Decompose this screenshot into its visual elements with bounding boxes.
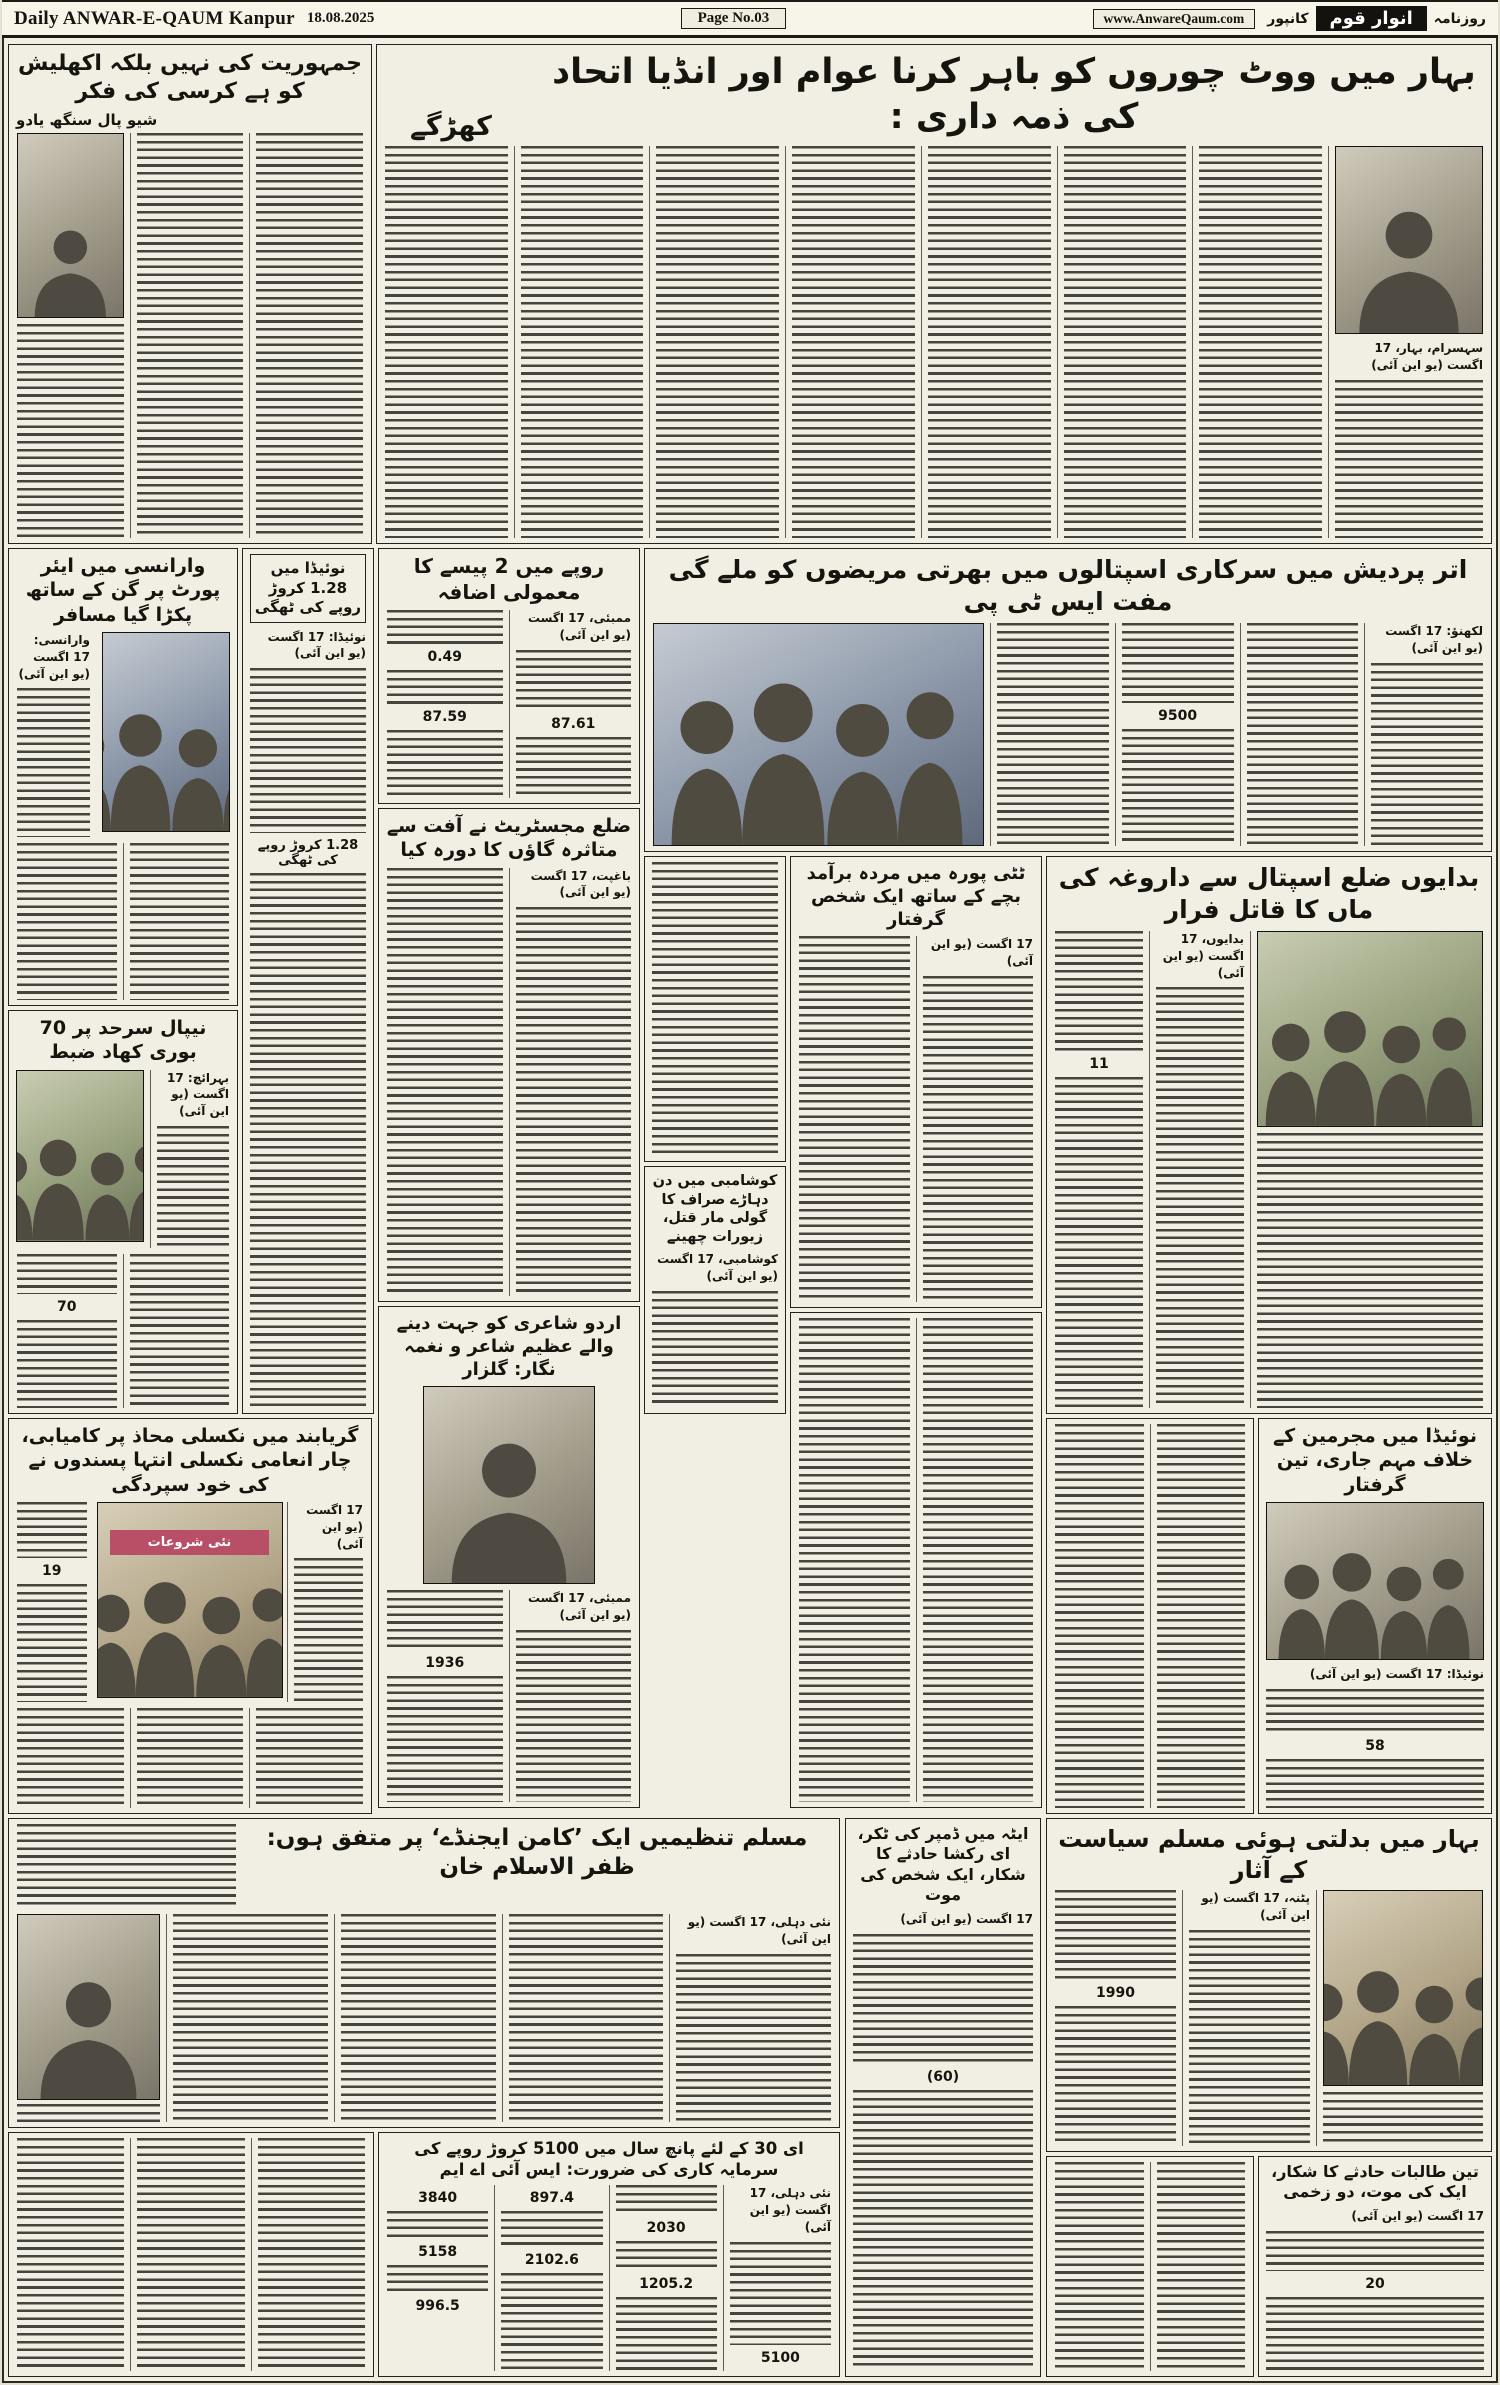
body-text-greeked bbox=[1055, 1890, 1176, 1980]
text-column bbox=[16, 1254, 230, 1408]
text-column bbox=[509, 610, 633, 798]
article-continuation-4 bbox=[8, 2132, 374, 2377]
body-text-greeked bbox=[1064, 146, 1187, 538]
figure-number-siam-4: 897.4 bbox=[529, 2190, 575, 2207]
body-text-greeked bbox=[853, 1934, 1033, 2064]
text-column bbox=[16, 1824, 242, 1910]
headline-noida-fraud: نوئیڈا میں 1.28 کروڑ روپے کی ٹھگی bbox=[250, 554, 366, 623]
paper-name: Daily ANWAR-E-QAUM Kanpur bbox=[14, 7, 295, 29]
body-text-greeked bbox=[656, 146, 779, 538]
figure-number-fraud-amount: 1.28 کروڑ روپے کی ٹھگی bbox=[257, 838, 359, 869]
body-text-greeked bbox=[853, 2090, 1033, 2371]
figure-number-bihar-muslim-year: 1990 bbox=[1096, 1985, 1135, 2002]
text-column bbox=[1328, 146, 1484, 538]
text-column bbox=[652, 623, 990, 846]
figure-number-dumper-age: (60) bbox=[926, 2068, 960, 2085]
body-text-greeked bbox=[387, 1590, 503, 1650]
body-text-greeked bbox=[341, 1914, 496, 2122]
body-text-greeked bbox=[1257, 1133, 1483, 1408]
figure-number-rupee-1: 87.61 bbox=[551, 715, 596, 732]
body-text-greeked bbox=[1335, 380, 1483, 538]
text-column bbox=[494, 2185, 608, 2371]
dateline-muslim-orgs: نئی دہلی، 17 اگست (یو این آئی) bbox=[687, 1915, 831, 1946]
headline-wrap bbox=[384, 50, 1484, 142]
body-text-greeked bbox=[1055, 1077, 1143, 1408]
photo-crime-scene bbox=[1266, 1502, 1484, 1660]
text-column bbox=[1054, 931, 1484, 1408]
body-text-greeked bbox=[137, 2138, 244, 2371]
text-column bbox=[123, 843, 231, 1000]
text-column bbox=[386, 868, 509, 1296]
text-column bbox=[1240, 623, 1365, 846]
text-column bbox=[386, 2185, 832, 2371]
body-text-greeked bbox=[516, 737, 632, 798]
headline-siam: ای 30 کے لئے پانچ سال میں 5100 کروڑ روپے کی سرمایہ کاری کی ضرورت: ایس آئی اے ایم bbox=[414, 2139, 804, 2180]
article-dm-flood-visit bbox=[378, 808, 640, 1302]
body-text-greeked bbox=[256, 1708, 363, 1808]
headline-kicker: کھڑگے bbox=[410, 111, 492, 142]
photo-gulzar-portrait bbox=[423, 1386, 595, 1584]
body-text-greeked bbox=[387, 670, 503, 704]
body-text-greeked bbox=[1157, 2162, 1246, 2371]
text-column bbox=[16, 843, 123, 1000]
text-column bbox=[514, 146, 650, 538]
photo-police-arrest bbox=[1257, 931, 1483, 1127]
figure-number-noida-criminals: 58 bbox=[1365, 1737, 1385, 1754]
headline-ttipora: ٹٹی پورہ میں مردہ برآمد بچے کے ساتھ ایک شخص گرفتار bbox=[806, 863, 1026, 931]
article-continuation-3 bbox=[1046, 1418, 1254, 1814]
photo-fertilizer-seizure bbox=[16, 1070, 144, 1242]
body-text-greeked bbox=[387, 868, 503, 1296]
article-varanasi-airport bbox=[8, 548, 238, 1006]
body-text-greeked bbox=[250, 873, 366, 1408]
article-continuation-2 bbox=[790, 1312, 1042, 1808]
text-column bbox=[384, 146, 1484, 538]
photo-hospital-ward bbox=[653, 623, 984, 846]
body-text-greeked bbox=[509, 1914, 664, 2122]
dateline-rupee: ممبئی، 17 اگست (یو این آئی) bbox=[527, 611, 631, 642]
article-up-hospitals-free bbox=[644, 548, 1492, 852]
dateline-ttipora: 17 اگست (یو این آئی) bbox=[930, 937, 1033, 968]
page-number: Page No.03 bbox=[681, 8, 787, 29]
text-column bbox=[150, 1070, 230, 1248]
text-column bbox=[785, 146, 921, 538]
headline-girls-accident: تین طالبات حادثے کا شکار، ایک کی موت، دو زخمی bbox=[1271, 2162, 1479, 2202]
text-column bbox=[386, 610, 632, 798]
body-text-greeked bbox=[1199, 146, 1322, 538]
text-column bbox=[16, 1254, 123, 1408]
text-column bbox=[1149, 931, 1250, 1408]
text-column bbox=[287, 1502, 365, 1702]
body-text-greeked bbox=[250, 668, 366, 833]
body-text-greeked bbox=[1055, 931, 1143, 1051]
body-text-greeked bbox=[1247, 623, 1359, 846]
text-column bbox=[384, 146, 514, 538]
dateline-badaun: بدایوں، 17 اگست (یو این آئی) bbox=[1162, 932, 1244, 980]
text-column bbox=[1250, 931, 1484, 1408]
body-text-greeked bbox=[652, 1291, 778, 1408]
text-column bbox=[798, 1318, 1034, 1802]
urdu-masthead bbox=[1267, 6, 1486, 31]
figure-number-badaun: 11 bbox=[1089, 1056, 1109, 1072]
text-column bbox=[166, 1914, 334, 2122]
text-column bbox=[1054, 1890, 1484, 2146]
article-siam-investment bbox=[378, 2132, 840, 2377]
body-text-greeked bbox=[799, 1318, 910, 1802]
body-text-greeked bbox=[652, 862, 778, 1156]
article-continuation-1 bbox=[644, 856, 786, 1162]
dateline-noida-fraud: نوئیڈا: 17 اگست (یو این آئی) bbox=[267, 629, 366, 661]
photo-shivpal-portrait bbox=[17, 133, 124, 318]
article-ttipora-arrest bbox=[790, 856, 1042, 1308]
figure-number-siam-6: 3840 bbox=[418, 2190, 458, 2207]
text-column bbox=[130, 1708, 250, 1808]
article-naxal-surrender bbox=[8, 1418, 372, 1814]
body-text-greeked bbox=[17, 2138, 124, 2371]
body-text-greeked bbox=[258, 2138, 365, 2371]
figure-number-rupee-3: 87.59 bbox=[422, 709, 467, 726]
text-column bbox=[1150, 2162, 1247, 2371]
text-column bbox=[1054, 1890, 1182, 2146]
body-text-greeked bbox=[387, 1676, 503, 1802]
photo-airport-security bbox=[102, 632, 230, 832]
body-text-greeked bbox=[792, 146, 915, 538]
dateline-varanasi: وارانسی: 17 اگست (یو این آئی) bbox=[18, 632, 90, 681]
body-text-greeked bbox=[130, 843, 230, 1000]
body-text-greeked bbox=[928, 146, 1051, 538]
dateline-naxal: 17 اگست (یو این آئی) bbox=[306, 1502, 363, 1551]
body-text-greeked bbox=[387, 610, 503, 644]
body-text-greeked bbox=[17, 324, 124, 538]
headline-bihar-vote: بہار میں ووٹ چوروں کو باہر کرنا عوام اور انڈیا اتحاد کی ذمہ داری : bbox=[552, 52, 1476, 137]
body-text-greeked bbox=[516, 650, 632, 711]
body-text-greeked bbox=[17, 1502, 87, 1558]
article-koshambi-murder bbox=[644, 1166, 786, 1414]
body-text-greeked bbox=[1156, 987, 1244, 1408]
article-nepal-fertilizer bbox=[8, 1010, 238, 1414]
text-column bbox=[1054, 931, 1149, 1408]
text-column bbox=[649, 146, 785, 538]
figure-number-siam-7: 5158 bbox=[418, 2244, 458, 2261]
figure-number-siam-5: 2102.6 bbox=[524, 2252, 579, 2269]
paper-logo: انوار قوم bbox=[1316, 6, 1427, 31]
dateline-bihar: سہسرام، بہار، 17 اگست (یو این آئی) bbox=[1371, 341, 1483, 372]
body-text-greeked bbox=[1055, 2162, 1144, 2371]
body-text-greeked bbox=[923, 1318, 1034, 1802]
text-column bbox=[1182, 1890, 1316, 2146]
article-muslim-orgs-agenda bbox=[8, 1818, 840, 2128]
body-text-greeked bbox=[17, 1824, 236, 1910]
masthead bbox=[2, 0, 1498, 38]
body-text-greeked bbox=[1122, 729, 1234, 846]
website-url: www.AnwareQaum.com bbox=[1093, 9, 1256, 29]
dateline-noida-criminals: نوئیڈا: 17 اگست (یو این آئی) bbox=[1309, 1666, 1484, 1681]
body-text-greeked bbox=[923, 976, 1034, 1302]
text-column bbox=[16, 1914, 166, 2122]
text-column bbox=[1054, 1424, 1246, 1808]
body-text-greeked bbox=[387, 730, 503, 798]
text-column bbox=[249, 1708, 364, 1808]
photo-zafarul-islam-portrait bbox=[17, 1914, 160, 2100]
body-text-greeked bbox=[17, 1708, 124, 1808]
body-text-greeked bbox=[17, 1254, 117, 1294]
body-text-greeked bbox=[130, 1254, 230, 1408]
figure-number-nepal: 70 bbox=[57, 1298, 77, 1315]
body-text-greeked bbox=[1266, 2297, 1484, 2371]
body-text-greeked bbox=[137, 1708, 244, 1808]
headline-noida-criminals: نوئیڈا میں مجرمین کے خلاف مہم جاری، تین گرفتار bbox=[1273, 1425, 1477, 1496]
figure-number-naxal: 19 bbox=[42, 1562, 62, 1579]
headline-gulzar: اردو شاعری کو جہت دینے والے عظیم شاعر و نغمہ نگار: گلزار bbox=[396, 1313, 622, 1381]
figure-number-rupee-2: 0.49 bbox=[427, 649, 463, 666]
body-text-greeked bbox=[1055, 1424, 1144, 1808]
headline-dumper: ایٹہ میں ڈمپر کی ٹکر، ای رکشا حادثے کا شکار، ایک شخص کی موت bbox=[857, 1824, 1029, 1905]
text-column bbox=[16, 1708, 364, 1808]
urdu-city-label: کانپور bbox=[1267, 10, 1309, 27]
text-column bbox=[386, 2185, 494, 2371]
body-text-greeked bbox=[17, 688, 90, 837]
issue-date: 18.08.2025 bbox=[306, 10, 375, 26]
body-text-greeked bbox=[516, 907, 632, 1296]
text-column bbox=[16, 1502, 364, 1702]
text-column bbox=[1316, 1890, 1484, 2146]
text-column bbox=[16, 1708, 130, 1808]
dateline-dumper: 17 اگست (یو این آئی) bbox=[900, 1911, 1033, 1926]
body-text-greeked bbox=[799, 936, 910, 1302]
figure-number-siam-8: 996.5 bbox=[415, 2298, 460, 2315]
article-continuation-5 bbox=[1046, 2156, 1254, 2377]
article-noida-fraud bbox=[242, 548, 374, 1414]
figure-number-hospitals: 9500 bbox=[1158, 708, 1198, 724]
body-text-greeked bbox=[997, 623, 1109, 846]
body-text-greeked bbox=[730, 2242, 831, 2345]
text-column bbox=[1115, 623, 1240, 846]
body-text-greeked bbox=[1122, 623, 1234, 703]
body-text-greeked bbox=[17, 2104, 160, 2122]
headline-koshambi: کوشامبی میں دن دہاڑے صراف کا گولی مار قتل، زیورات چھینے bbox=[652, 1173, 778, 1245]
body-text-greeked bbox=[501, 2211, 602, 2247]
body-text-greeked bbox=[1157, 1424, 1246, 1808]
urdu-daily-label: روزنامہ bbox=[1433, 10, 1486, 27]
text-column bbox=[334, 1914, 502, 2122]
body-text-greeked bbox=[173, 1914, 328, 2122]
headline-akhilesh-kursi: جمہوریت کی نہیں بلکہ اکھلیش کو ہے کرسی کی فکر bbox=[18, 51, 362, 105]
text-column bbox=[123, 1254, 231, 1408]
headline-bihar-muslim: بہار میں بدلتی ہوئی مسلم سیاست کے آثار bbox=[1058, 1825, 1480, 1884]
dateline-bihar-muslim: پٹنہ، 17 اگست (یو این آئی) bbox=[1201, 1891, 1310, 1923]
headline-attribution: شیو پال سنگھ یادو bbox=[16, 111, 158, 130]
body-text-greeked bbox=[516, 1630, 632, 1802]
article-rupee-paisa bbox=[378, 548, 640, 804]
text-column bbox=[798, 936, 916, 1302]
dateline-gulzar: ممبئی، 17 اگست (یو این آئی) bbox=[527, 1591, 631, 1622]
text-column bbox=[921, 146, 1057, 538]
text-column bbox=[16, 1824, 832, 1910]
text-column bbox=[249, 133, 364, 538]
text-column bbox=[798, 1318, 916, 1802]
body-text-greeked bbox=[294, 1558, 364, 1702]
body-text-greeked bbox=[616, 2297, 717, 2371]
body-text-greeked bbox=[1055, 2006, 1176, 2146]
figure-number-siam-1: 5100 bbox=[760, 2350, 800, 2366]
body-text-greeked bbox=[256, 133, 363, 538]
body-text-greeked bbox=[1323, 2092, 1483, 2146]
body-text-greeked bbox=[616, 2185, 717, 2215]
article-bihar-muslim-politics bbox=[1046, 1818, 1492, 2152]
photo-surrender-ceremony bbox=[97, 1502, 283, 1698]
article-akhilesh-kursi bbox=[8, 44, 372, 544]
text-column bbox=[16, 133, 364, 538]
text-column bbox=[16, 1914, 832, 2122]
text-column bbox=[723, 2185, 832, 2371]
text-column bbox=[1054, 1424, 1150, 1808]
dateline-girls-accident: 17 اگست (یو این آئی) bbox=[1351, 2208, 1484, 2223]
body-text-greeked bbox=[157, 1126, 229, 1248]
text-column bbox=[1192, 146, 1328, 538]
headline-dm-visit: ضلع مجسٹریٹ نے آفت سے متاثرہ گاؤں کا دورہ کیا bbox=[386, 815, 632, 862]
headline-varanasi-airport: وارانسی میں ایئر پورٹ پر گن کے ساتھ پکڑا گیا مسافر bbox=[25, 555, 221, 626]
article-dumper-erickshaw bbox=[845, 1818, 1041, 2377]
text-column bbox=[16, 632, 96, 837]
body-text-greeked bbox=[616, 2241, 717, 2271]
text-column bbox=[502, 1914, 670, 2122]
article-badaun-escape bbox=[1046, 856, 1492, 1414]
body-text-greeked bbox=[1371, 663, 1483, 846]
body-text-greeked bbox=[1266, 2231, 1484, 2271]
text-column bbox=[16, 632, 230, 837]
text-column bbox=[669, 1914, 832, 2122]
headline-nepal-fertilizer: نیپال سرحد پر 70 بوری کھاد ضبط bbox=[39, 1017, 207, 1064]
headline-naxal: گریابند میں نکسلی محاذ پر کامیابی، چار انعامی نکسلی انتہا پسندوں نے کی خود سپردگی bbox=[21, 1425, 359, 1496]
text-column bbox=[916, 936, 1035, 1302]
figure-number-girls-age: 20 bbox=[1365, 2275, 1385, 2292]
text-column bbox=[16, 2138, 130, 2371]
body-text-greeked bbox=[676, 1954, 831, 2122]
dateline-hospitals: لکھنؤ: 17 اگست (یو این آئی) bbox=[1385, 624, 1483, 655]
body-text-greeked bbox=[137, 133, 244, 538]
headline-badaun: بدایوں ضلع اسپتال سے داروغہ کی ماں کا قاتل فرار bbox=[1058, 863, 1480, 924]
body-text-greeked bbox=[387, 2211, 488, 2239]
text-column bbox=[990, 623, 1115, 846]
article-bihar-vote-kharge bbox=[376, 44, 1492, 544]
text-column bbox=[386, 1590, 632, 1802]
body-text-greeked bbox=[17, 843, 117, 1000]
text-column bbox=[916, 1318, 1035, 1802]
photo-kharge-portrait bbox=[1335, 146, 1483, 334]
body-text-greeked bbox=[521, 146, 644, 538]
body-text-greeked bbox=[17, 1584, 87, 1702]
text-column bbox=[130, 2138, 250, 2371]
text-column bbox=[16, 133, 130, 538]
text-column bbox=[251, 2138, 366, 2371]
text-column bbox=[509, 1590, 633, 1802]
text-column bbox=[130, 133, 250, 538]
text-column bbox=[1057, 146, 1193, 538]
text-column bbox=[386, 868, 632, 1296]
body-text-greeked bbox=[501, 2273, 602, 2371]
text-column bbox=[386, 610, 509, 798]
text-column bbox=[16, 1502, 93, 1702]
body-text-greeked bbox=[1189, 1930, 1310, 2146]
figure-number-gulzar-year: 1936 bbox=[425, 1655, 465, 1672]
ceremony-banner-text: نئی شروعات bbox=[110, 1530, 268, 1555]
article-girls-accident bbox=[1258, 2156, 1492, 2377]
dateline-nepal: بہرائچ: 17 اگست (یو این آئی) bbox=[167, 1070, 229, 1119]
body-text-greeked bbox=[17, 1320, 117, 1408]
body-text-greeked bbox=[387, 2265, 488, 2293]
figure-number-siam-2: 2030 bbox=[646, 2220, 686, 2237]
text-column bbox=[652, 623, 1484, 846]
dateline-dm-visit: باغپت، 17 اگست (یو این آئی) bbox=[530, 868, 631, 900]
body-text-greeked bbox=[1266, 1689, 1484, 1733]
text-column bbox=[16, 1070, 230, 1248]
text-column bbox=[609, 2185, 723, 2371]
dateline-siam: نئی دہلی، 17 اگست (یو این آئی) bbox=[749, 2186, 831, 2234]
figure-number-siam-3: 1205.2 bbox=[639, 2276, 694, 2293]
text-column bbox=[1054, 2162, 1246, 2371]
text-column bbox=[798, 936, 1034, 1302]
text-column bbox=[1364, 623, 1484, 846]
photo-prayer-gathering bbox=[1323, 1890, 1483, 2086]
headline-up-hospitals: اتر پردیش میں سرکاری اسپتالوں میں بھرتی مریضوں کو ملے گی مفت ایس ٹی پی bbox=[668, 555, 1468, 616]
text-column bbox=[16, 2138, 366, 2371]
article-noida-criminals bbox=[1258, 1418, 1492, 1814]
text-column bbox=[1054, 2162, 1150, 2371]
headline-rupee: روپے میں 2 پیسے کا معمولی اضافہ bbox=[413, 554, 605, 604]
headline-muslim-orgs: مسلم تنظیمیں ایک ’کامن ایجنڈے‘ پر متفق ہوں: ظفر الاسلام خان bbox=[266, 1825, 808, 1881]
text-column bbox=[16, 843, 230, 1000]
dateline-koshambi: کوشامبی، 17 اگست (یو این آئی) bbox=[657, 1252, 778, 1283]
text-column bbox=[386, 1590, 509, 1802]
body-text-greeked bbox=[1266, 1759, 1484, 1808]
text-column bbox=[1150, 1424, 1247, 1808]
article-gulzar-poet bbox=[378, 1306, 640, 1808]
body-text-greeked bbox=[385, 146, 508, 538]
text-column bbox=[509, 868, 633, 1296]
